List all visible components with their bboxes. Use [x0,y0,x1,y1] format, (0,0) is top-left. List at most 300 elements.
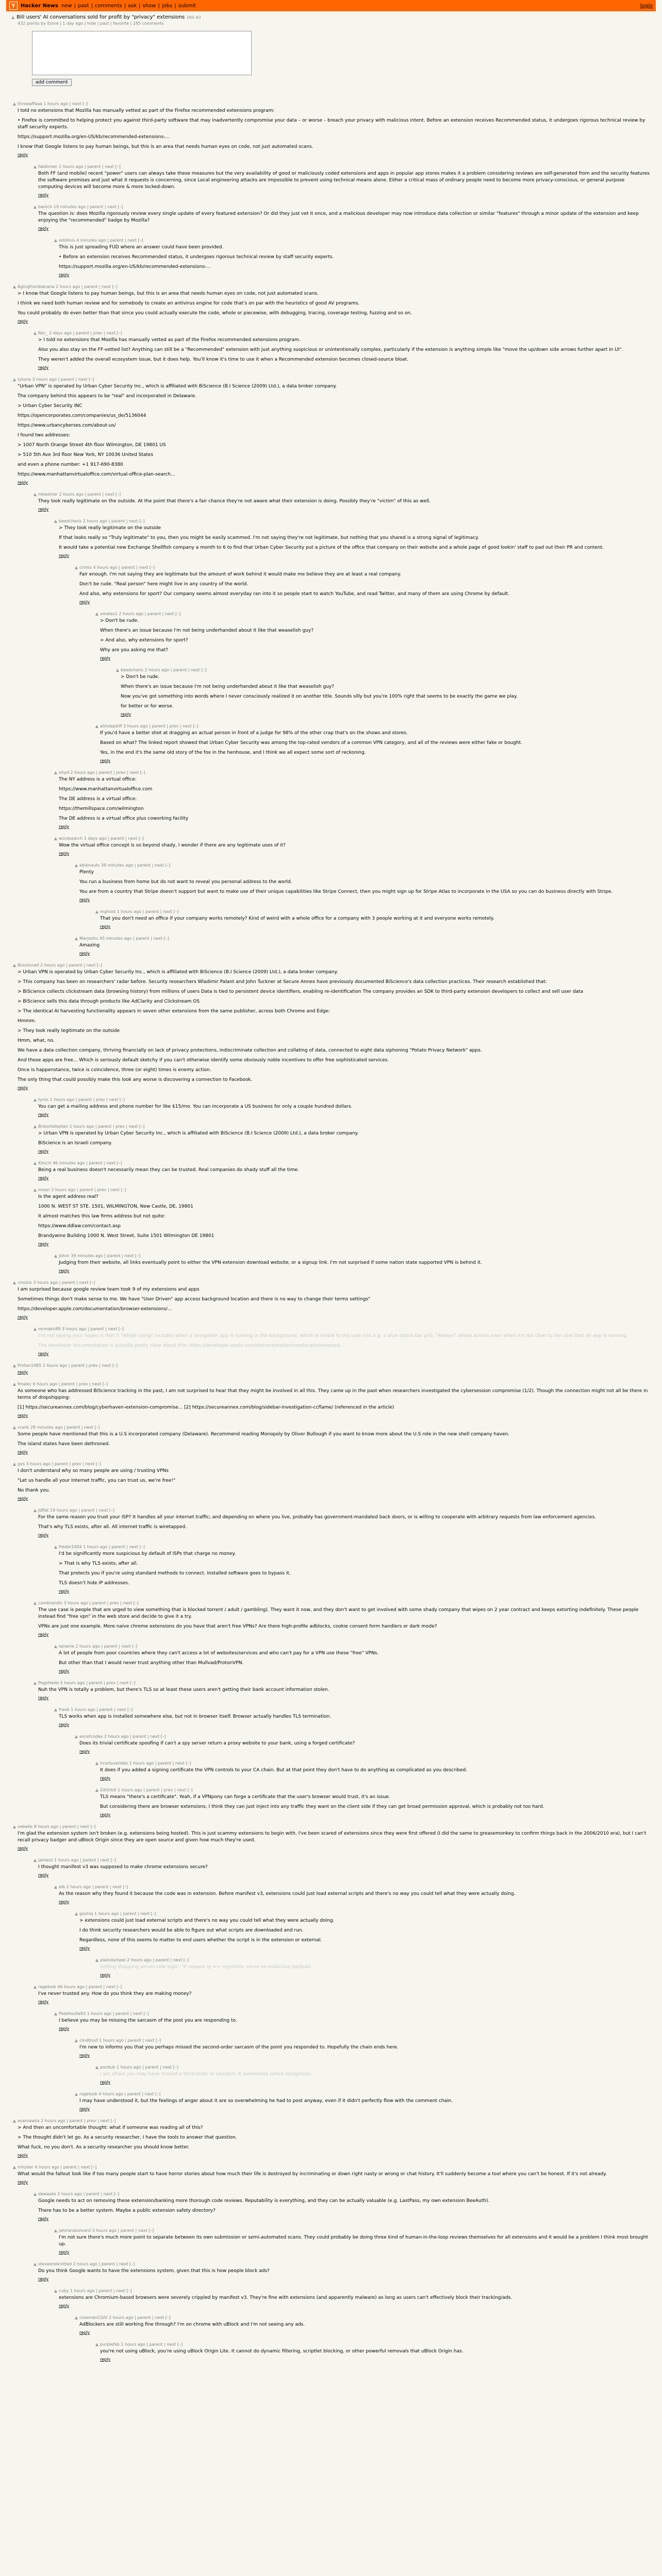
comment-indent [11,1958,94,1977]
comment-paragraph: That protects you if you're using standard methods to connect. Installed software goes to bypass it. [59,1571,291,1576]
comment-paragraph: You are from a country that Stripe doesn't support but want to make use of their unique capabilities like Stripe Connect, then you might sign up for Stripe Atlas to incorporate in the USA so you can do business directly with Stripe. [79,889,613,894]
reply-link[interactable]: reply [59,553,70,558]
comment-text [38,2268,651,2275]
comment-header[interactable]: bamch 19 minutes ago | parent | next [–] [38,205,123,209]
comment-indent [11,863,73,902]
reply-link[interactable]: reply [59,2250,70,2255]
comment-paragraph[interactable]: https://support.mozilla.org/en-US/kb/recommended-extensions-... [18,134,170,140]
comment [11,2011,651,2031]
comment-body [38,331,651,370]
upvote-icon[interactable]: ▲ [95,612,99,616]
reply-link[interactable]: reply [38,1351,49,1356]
reply-link[interactable]: reply [38,1999,49,2004]
comment-paragraph: As the reason why they found it because the code was in extension. Before manifest v3, extensions could just load external scripts and there's no way you could tell what they were actually doing. [59,1891,516,1896]
comment-paragraph: The island states have been dethroned. [18,1442,110,1447]
comment-header[interactable]: oebelle 8 hours ago | parent | next [–] [18,1824,96,1829]
upvote-icon[interactable]: ▲ [74,863,78,868]
comment-paragraph: You run a business from home but do not want to reveal you personal address to the world. [79,879,292,885]
comment-body [100,2342,651,2362]
reply-link[interactable]: reply [59,2303,70,2308]
reply-link[interactable]: reply [59,1722,70,1727]
reply-link[interactable]: reply [100,1776,111,1781]
comment-header[interactable]: omelas1 2 hours ago | parent | next [–] [100,612,181,616]
upvote-icon[interactable]: ▲ [33,1097,37,1102]
comment-paragraph: I know that Google listens to pay human beings, but this is an area that needs human eyes on code, not just automated scans. [18,144,313,149]
upvote-icon[interactable]: ▲ [12,1363,16,1368]
comment [11,519,651,558]
comment-header[interactable]: Rec_ 2 days ago | parent | prev | next [–] [38,331,122,335]
comment-text [100,730,651,756]
comment [11,1462,651,1501]
nav-new[interactable]: new [61,3,72,9]
reply-link[interactable]: reply [38,1112,49,1117]
comment-paragraph: Do you think Google wants to have the extensions system, given that this is how people block ads? [38,2268,270,2274]
comment-paragraph: "Let us handle all your Internet traffic, you can trust us, we're free!" [18,1478,176,1483]
reply-link[interactable]: reply [59,2026,70,2031]
comment-paragraph: • Firefox is committed to helping protect you against third-party software that may inadvertently compromise your data – or worse – breach your privacy with malicious intent. Before an extension receives Recommended status, it undergoes rigorous technical review by staff security experts. [18,118,646,130]
comment-body [38,1124,651,1154]
comment-header[interactable]: ebiknauts 38 minutes ago | parent | next [–] [79,863,171,868]
login-link[interactable]: login [640,3,653,9]
comment-paragraph: TLS doesn't hide IP addresses. [59,1581,129,1586]
comment-header[interactable]: hcorloverides 1 hours ago | parent | next [–] [100,1761,191,1766]
reply-link[interactable]: reply [18,1846,28,1851]
upvote-icon[interactable]: ▲ [54,836,58,841]
comment-paragraph: You could probably do even better than that since you could actually execute the code, whole or piecewise, with debugging, tracing, coverage testing, fuzzing and so on. [18,311,412,316]
reply-link[interactable]: reply [79,2330,90,2335]
comment-text [38,1104,651,1110]
comment [11,238,651,277]
comment-header[interactable]: PoleHoulle93 1 hours ago | parent | next [–] [59,2011,149,2016]
comment-body [59,1545,651,1594]
comment-header[interactable]: cuby 1 hours ago | parent | next [–] [59,2289,132,2293]
comment-paragraph[interactable]: https://www.urbancyberses.com/about-us/ [18,423,116,428]
comment-body [38,164,651,197]
comment-header[interactable]: ahhdepkiff 3 hours ago | parent | prev | next [–] [100,724,198,728]
reply-link[interactable]: reply [18,2153,28,2158]
comment-text [38,2198,651,2214]
comment-header[interactable]: plaindumpel 2 hours ago | parent | next [–] [100,1958,189,1962]
upvote-icon[interactable]: ▲ [95,2342,99,2347]
upvote-icon[interactable]: ▲ [95,1958,99,1962]
reply-link[interactable]: reply [59,851,70,856]
comment-body [100,1761,651,1781]
reply-link[interactable]: reply [38,2277,49,2281]
reply-link[interactable]: reply [121,712,131,717]
comment-header[interactable]: Brdonfalkeiten 1 hours ago | parent | prev | next [–] [38,1124,145,1129]
comment-header[interactable]: moen 2 hours ago | parent | prev | next [–] [38,1188,126,1192]
comment [11,1327,651,1356]
comment-header[interactable]: Johnr 39 minutes ago | parent | next [–] [59,1253,141,1258]
comment-header[interactable]: frank 1 hours ago | parent | next [–] [59,1707,133,1712]
upvote-icon[interactable]: ▲ [12,2165,16,2170]
reply-link[interactable]: reply [38,193,49,197]
upvote-icon[interactable]: ▲ [54,770,58,775]
reply-link[interactable]: reply [100,1812,111,1817]
comment-header[interactable]: crockis 3 hours ago | parent | next [–] [18,1280,95,1285]
comment-tree [6,91,656,2365]
comment-header[interactable]: mghost 1 hours ago | parent | next [–] [100,909,179,914]
upvote-icon[interactable]: ▲ [33,205,37,209]
comment-paragraph: But considering there are browser extensions, I think they can just inject into any traffic they want on the client side if they can get broad permission approval, which is probably not too hard. [100,1804,544,1809]
comment-body [100,612,651,660]
comment-paragraph: > I know that Google listens to pay human beings, but this is an area that needs human eyes on code, not just automated scans. [18,291,319,296]
reply-link[interactable]: reply [38,1632,49,1637]
comment-header[interactable]: steveoneknitted 2 hours ago | parent | next [–] [38,2262,135,2266]
nav-comments[interactable]: comments [95,3,122,9]
upvote-icon[interactable]: ▲ [74,565,78,570]
reply-link[interactable]: reply [79,2053,90,2058]
reply-link[interactable]: reply [100,924,111,929]
comment-paragraph: And also, why extensions for sport? Our company seems almost everyday ran into it so people start to watch YouTube, and read Twitter, and many of them are using Chrome by default. [79,591,510,597]
comment-indent [11,2315,73,2335]
upvote-icon[interactable]: ▲ [33,1858,37,1862]
reply-link[interactable]: reply [79,2107,90,2111]
upvote-icon[interactable]: ▲ [54,1545,58,1549]
reply-link[interactable]: reply [18,1496,28,1501]
upvote-icon[interactable]: ▲ [33,164,37,169]
reply-link[interactable]: reply [38,507,49,512]
comment-textarea[interactable] [32,31,252,75]
comment-header[interactable]: Marjoshu 45 minutes ago | parent | next [–] [79,936,169,941]
reply-link[interactable]: reply [59,273,70,277]
comment [11,909,651,929]
comment [11,2119,651,2158]
reply-link[interactable]: reply [18,2180,28,2184]
reply-link[interactable]: reply [79,897,90,902]
reply-link[interactable]: reply [59,1669,70,1673]
comment-text [100,916,651,922]
comment-header[interactable]: Broslinnell 2 hours ago | parent | next [–] [18,963,102,968]
comment-paragraph: I do think security researchers would be able to figure out what scripts are downloaded and run. [79,1928,304,1933]
comment-paragraph: The DE address is a virtual office: [59,796,137,802]
upvote-icon[interactable]: ▲ [33,2192,37,2196]
comment-paragraph: I'm new to informs you that you perhaps missed the second-order sarcasm of the point you responded to. Hopefully the chain ends here. [79,2045,399,2050]
comment-header[interactable]: mrmakn89 3 hours ago | parent | next [–] [38,1327,124,1331]
comment-header[interactable]: crank 28 minutes ago | parent | next [–] [18,1425,100,1430]
reply-link[interactable]: reply [100,2357,111,2362]
comment-paragraph[interactable]: https://www.manhattanvirtualoffice.com [59,787,153,792]
nav-submit[interactable]: submit [178,3,196,9]
comment-header[interactable]: goshiq 1 hours ago | parent | next [–] [79,1911,156,1916]
comment-header[interactable]: dewasko 2 hours ago | parent | next [–] [38,2192,120,2196]
reply-link[interactable]: reply [18,1450,28,1454]
reply-link[interactable]: reply [38,226,49,231]
comment-paragraph: • Before an extension receives Recommended status, it undergoes rigorous technical review by staff security experts. [59,255,334,260]
comment-header[interactable]: gvs 3 hours ago | parent | prev | next [–] [18,1462,101,1466]
add-comment-button[interactable]: add comment [32,79,72,86]
comment-paragraph: Wow the virtual office concept is so beyond shady, I wonder if there are any legitimate uses of it? [59,843,286,848]
comment-paragraph: Brandywine Building 1000 N. West Street, Suite 1501 Wilmington DE 19801 [38,1233,214,1239]
upvote-icon[interactable]: ▲ [95,724,99,728]
upvote-icon[interactable]: ▲ [12,1425,16,1430]
upvote-icon[interactable]: ▲ [74,936,78,941]
upvote-icon[interactable]: ▲ [54,238,58,243]
upvote-icon[interactable]: ▲ [74,1734,78,1739]
reply-link[interactable]: reply [18,319,28,324]
comment-header[interactable]: elb 2 hours ago | parent | next [–] [59,1885,128,1889]
reply-link[interactable]: reply [59,1589,70,1594]
comment [11,1985,651,2004]
comment-paragraph: > Don't be rude. [121,674,160,680]
comment-body [18,2165,651,2184]
comment-header[interactable]: cambrandis 3 hours ago | parent | prev | next [–] [38,1601,139,1605]
upvote-icon[interactable]: ▲ [33,1188,37,1192]
comment [11,668,651,717]
upvote-icon[interactable]: ▲ [95,1761,99,1766]
upvote-icon[interactable]: ▲ [54,1644,58,1649]
reply-link[interactable]: reply [38,1149,49,1154]
upvote-icon[interactable]: ▲ [12,1280,16,1285]
reply-link[interactable]: reply [100,2080,111,2084]
reply-link[interactable]: reply [18,1413,28,1418]
comment-body [79,1734,651,1754]
comment-header[interactable]: esnvtcodes 2 hours ago | parent | next [–] [79,1734,166,1739]
upvote-icon[interactable]: ▲ [74,2038,78,2043]
comment-paragraph[interactable]: https://www.manhattanvirtualoffice.com/virtual-office-plan-search... [18,472,175,477]
upvote-icon[interactable]: ▲ [74,2092,78,2096]
site-name[interactable]: Hacker News [21,3,58,9]
reply-link[interactable]: reply [18,480,28,485]
reply-link[interactable]: reply [79,1946,90,1951]
reply-link[interactable]: reply [79,1749,90,1754]
comment-text [38,1864,651,1871]
comment-header[interactable]: pocbub 1 hours ago | parent | next [–] [100,2065,178,2070]
hn-logo[interactable]: Y [9,2,18,10]
reply-link[interactable]: reply [38,1533,49,1537]
story-title[interactable]: Bill users' AI conversations sold for profit by "privacy" extensions [16,14,185,20]
upvote-icon[interactable]: ▲ [54,1885,58,1889]
comment-header[interactable]: rosemanCGIV 2 hours ago | parent | next [–] [79,2315,171,2320]
reply-link[interactable]: reply [79,600,90,604]
upvote-icon[interactable]: ▲ [33,1161,37,1165]
comment-body [79,936,651,956]
comment [11,284,651,324]
upvote-icon[interactable]: ▲ [74,2315,78,2320]
comment [11,1644,651,1673]
upvote-icon[interactable]: ▲ [12,1462,16,1466]
upvote-icon[interactable]: ▲ [33,492,37,497]
comment-paragraph: What would the fallout look like if too many people start to have horror stories about how much their life is destroyed by incriminating or down right nasty or wrong or chat history. It'll suddenly become a tool where you can't be honest. If it's not already. [18,2172,607,2177]
upvote-icon[interactable]: ▲ [54,2289,58,2293]
nav-jobs[interactable]: jobs [161,3,173,9]
comment-header[interactable]: wordsearch 1 days ago | parent | next [–] [59,836,144,841]
reply-link[interactable]: reply [38,365,49,370]
comment-indent [11,1761,94,1781]
upvote-icon[interactable]: ▲ [33,1985,37,1989]
comment-paragraph: When there's an issue because I'm not being underhanded about it like that weaselish guy? [121,684,334,689]
comment-header[interactable]: Agingfrombanana 2 hours ago | parent | next [–] [18,284,118,289]
reply-link[interactable]: reply [59,1900,70,1904]
comment [11,770,651,829]
upvote-icon[interactable]: ▲ [12,2119,16,2123]
upvote-icon[interactable]: ▲ [54,2011,58,2016]
comment-indent [11,1644,53,1673]
comment-text [79,942,651,949]
comment-body [79,2038,651,2058]
nav-show[interactable]: show [142,3,156,9]
comment-header[interactable]: purplefsb 1 hours ago | parent | next [–] [100,2342,183,2347]
reply-link[interactable]: reply [100,1973,111,1977]
comment-text [100,1767,651,1774]
upvote-icon[interactable]: ▲ [54,1707,58,1712]
comment-header[interactable]: tyros 1 hours ago | parent | prev | next [–] [38,1097,125,1102]
comment-header[interactable]: beedcheris 2 hours ago | parent | next [–] [59,519,145,523]
comment-paragraph: > They look really legitimate on the outside [59,526,161,531]
comment-paragraph[interactable]: https://opencorporates.com/companies/us_de/5136044 [18,413,146,418]
comment-header[interactable]: cmdtrost 1 hours ago | parent | next [–] [79,2038,161,2043]
comment-paragraph[interactable]: https://themillspace.com/wilmington [59,806,144,811]
comment-header[interactable]: fabikmen 1 hours ago | parent | next [–] [38,164,121,169]
reply-link[interactable]: reply [38,1242,49,1246]
comment-header[interactable]: asamawka 2 hours ago | parent | prev | next [–] [18,2119,116,2123]
comment-header[interactable]: crinks 4 hours ago | parent | next [–] [79,565,155,570]
comment-body [59,836,651,856]
comment-paragraph: Judging from their website, all links eventually point to either the VPN extension download website, or a signup link. I'm not surprised if some nation state supported VPN is behind it. [59,1260,482,1265]
comment-header[interactable]: beedcheris 2 hours ago | parent | next [–] [121,668,207,672]
upvote-icon[interactable]: ▲ [95,1788,99,1792]
upvote-icon[interactable]: ▲ [95,2065,99,2070]
comment-paragraph: But other than that I would never trust anything other than Mullvad/ProtonVPN. [59,1660,244,1666]
comment-paragraph: > BiScience collects clickstream data (browsing history) from millions of users Data is tied to persistent device identifiers, enabling re-identification The company provides an SDK to third-party extension developers to collect and sell user data [18,989,584,994]
comment-paragraph: That you don't need an office if your company works remotely? Kind of weird with a whole office for a company with 3 people working at it and everyone works remotely. [100,916,494,921]
reply-link[interactable]: reply [18,152,28,157]
upvote-icon[interactable]: ▲ [115,668,120,672]
comment-header[interactable]: ragelook 46 hours ago | parent | next [–] [38,1985,122,1989]
comment-header[interactable]: Jdflat 19 hours ago | parent | next [–] [38,1508,114,1513]
comment-paragraph: They look really legitimate on the outside. At the point that there's a fair chance they're not aware what their extension is doing. Possibly they're "victim" of this as well. [38,499,431,504]
upvote-icon[interactable]: ▲ [12,963,16,968]
comment-paragraph: setting shopping server-side logic: "if request ip == myvictim, serve no-malicious payload. [100,1964,312,1970]
comment-header[interactable]: mkastner 2 hours ago | parent | next [–] [38,492,121,497]
upvote-icon[interactable]: ▲ [95,909,99,914]
upvote-icon[interactable]: ▲ [12,101,16,106]
comment-header[interactable]: Proton1985 1 hours ago | parent | prev | next [–] [18,1363,118,1368]
upvote-icon[interactable]: ▲ [12,377,16,382]
comment-paragraph: Is the agent address real? [38,1194,98,1199]
upvote-icon[interactable]: ▲ [33,1508,37,1513]
reply-link[interactable]: reply [100,758,111,763]
comment-paragraph: It would take a potential new Exchange Shellfish company a month to 6 to find that Urban Cyber Security put a picture of the office that company on their website and a whole page of good lookin' staff to pad out their PR and content. [59,545,604,550]
comment-paragraph: No thank you. [18,1488,51,1493]
comment-text [38,1607,651,1630]
comment-header[interactable]: eddimis 4 minutes ago | parent | next [–] [59,238,143,243]
comment-body [59,238,651,277]
comment-header[interactable]: jamesli 1 hours ago | parent | next [–] [38,1858,116,1862]
reply-link[interactable]: reply [38,1696,49,1700]
upvote-icon[interactable]: ▲ [54,519,58,523]
upvote-icon[interactable]: ▲ [54,2228,58,2233]
reply-link[interactable]: reply [79,951,90,956]
comment-indent [11,2289,53,2308]
comment-header[interactable]: ohyd 2 hours ago | parent | prev | next [–] [59,770,145,775]
comment-header[interactable]: lainerie 2 hours ago | parent | next [–] [59,1644,138,1649]
comment-paragraph: That's why TLS exists, after all. All internet traffic is wiretapped. [38,1524,187,1530]
comment-paragraph: > extensions could just load external scripts and there's no way you could tell what they were actually doing. [79,1918,335,1923]
comment-paragraph: Also you also stay on the FF-vetted list? Anything can still be a "Recommended" extension with just anything suspicious or unintentionally complex, particularly if the extension is anything simple like "move the up/down side arrows further apart in UI". [38,347,623,352]
upvote-icon[interactable]: ▲ [33,2262,37,2266]
upvote-icon[interactable]: ▲ [33,1681,37,1685]
upvote-icon[interactable]: ▲ [12,1382,16,1386]
comment-paragraph: Google needs to act on removing these extension/banking more thorough code reviews. Reputability is everything, and they can be actually valuable (e.g. LastPass, my own extension BeeAuth). [38,2198,490,2204]
comment-header[interactable]: ragelook 4 hours ago | parent | next [–] [79,2092,161,2096]
reply-link[interactable]: reply [100,656,111,660]
upvote-icon[interactable]: ▲ [54,1253,58,1258]
comment-paragraph: 1000 N. WEST ST STE. 1501, WILMINGTON, New Castle, DE, 19801 [38,1204,193,1209]
comment-header[interactable]: tytone 3 hours ago | parent | next [–] [18,377,94,382]
nav-past[interactable]: past [78,3,89,9]
comment-header[interactable]: Kilocrt 46 minutes ago | parent | next [–] [38,1161,122,1165]
reply-link[interactable]: reply [18,1315,28,1319]
nav-ask[interactable]: ask [128,3,137,9]
comment-header[interactable]: PogoHedo 5 hours ago | parent | prev | next [–] [38,1681,136,1685]
comment-header[interactable]: throwaffaaa 1 hours ago | next [–] [18,101,88,106]
comment-paragraph[interactable]: https://developer.apple.com/documentation/browser-extensions/... [18,1307,172,1312]
comment-paragraph: The only thing that could possibly make this look any worse is discovering a connection to Facebook. [18,1077,253,1082]
story-domain[interactable]: (koi.ai) [187,15,201,20]
comment-body [59,519,651,558]
comment-body [18,1425,651,1454]
comment-text [59,1714,651,1720]
comment-paragraph: This is just spreading FUD where an answer could have been provided. [59,245,224,250]
reply-link[interactable]: reply [38,2216,49,2221]
upvote-icon[interactable]: ▲ [11,15,15,20]
comment-text [100,2348,651,2355]
comment-paragraph: I think we need both human review and for somebody to create an antivirus engine for code that's on par with the heuristics of good AV programs. [18,301,360,306]
comment-text [18,108,651,150]
comment-header[interactable]: mhyber 4 hours ago | parent | next [–] [18,2165,97,2170]
comment-paragraph: Some people have mentioned that this is a U.S incorporated company (Delaware). Recommend reading Monopoly by Oliver Bullough if you want to know more about the U.S role in the new shell company haven. [18,1432,510,1437]
upvote-icon[interactable]: ▲ [12,284,16,289]
comment-header[interactable]: fmalec 6 hours ago | parent | prev | next [–] [18,1382,108,1386]
comment-paragraph[interactable]: https://www.ddlaw.com/contact.asp [38,1224,121,1229]
reply-link[interactable]: reply [18,1086,28,1090]
reply-link[interactable]: reply [18,1370,28,1375]
comment-indent [11,492,32,512]
upvote-icon[interactable]: ▲ [33,1601,37,1605]
upvote-icon[interactable]: ▲ [33,1327,37,1331]
reply-link[interactable]: reply [38,1873,49,1877]
comment [11,1253,651,1273]
comment [11,1545,651,1594]
comment-text [121,674,651,710]
comment-header[interactable]: GitOrbit 1 hours ago | parent | prev | next [–] [100,1788,193,1792]
upvote-icon[interactable]: ▲ [12,1824,16,1829]
comment [11,377,651,485]
comment-indent [11,2011,53,2031]
comment [11,1601,651,1637]
comment-paragraph: > The thought didn't let go. As a security researcher, I have the tools to answer that question. [18,2135,237,2140]
comment-body [18,1382,651,1418]
reply-link[interactable]: reply [38,1176,49,1180]
comment-paragraph: "Urban VPN" is operated by Urban Cyber Security Inc., which is affiliated with BiScience (B.I Science (2009) Ltd.), a data broker company. [18,384,337,389]
comment-indent [11,519,53,558]
comment-body [38,1858,651,1877]
comment-paragraph: > Urban VPN is operated by Urban Cyber Security Inc., which is affiliated with BiScience (B.I Science (2009) Ltd.), a data broker company. [18,970,338,975]
comment-indent [11,2092,73,2111]
comment-indent [11,2038,73,2058]
comment-header[interactable]: jahirandsolvard 3 hours ago | parent | next [–] [59,2228,154,2233]
reply-link[interactable]: reply [59,824,70,829]
comment-body [100,909,651,929]
comment-header[interactable]: fredor1004 1 hours ago | parent | next [–] [59,1545,145,1549]
upvote-icon[interactable]: ▲ [33,1124,37,1129]
comment-paragraph: I thought manifest v3 was supposed to make chrome extensions secure? [38,1865,208,1870]
reply-link[interactable]: reply [59,1268,70,1273]
comment-paragraph[interactable]: https://support.mozilla.org/en-US/kb/recommended-extensions-... [59,264,211,269]
upvote-icon[interactable]: ▲ [74,1911,78,1916]
upvote-icon[interactable]: ▲ [33,331,37,335]
